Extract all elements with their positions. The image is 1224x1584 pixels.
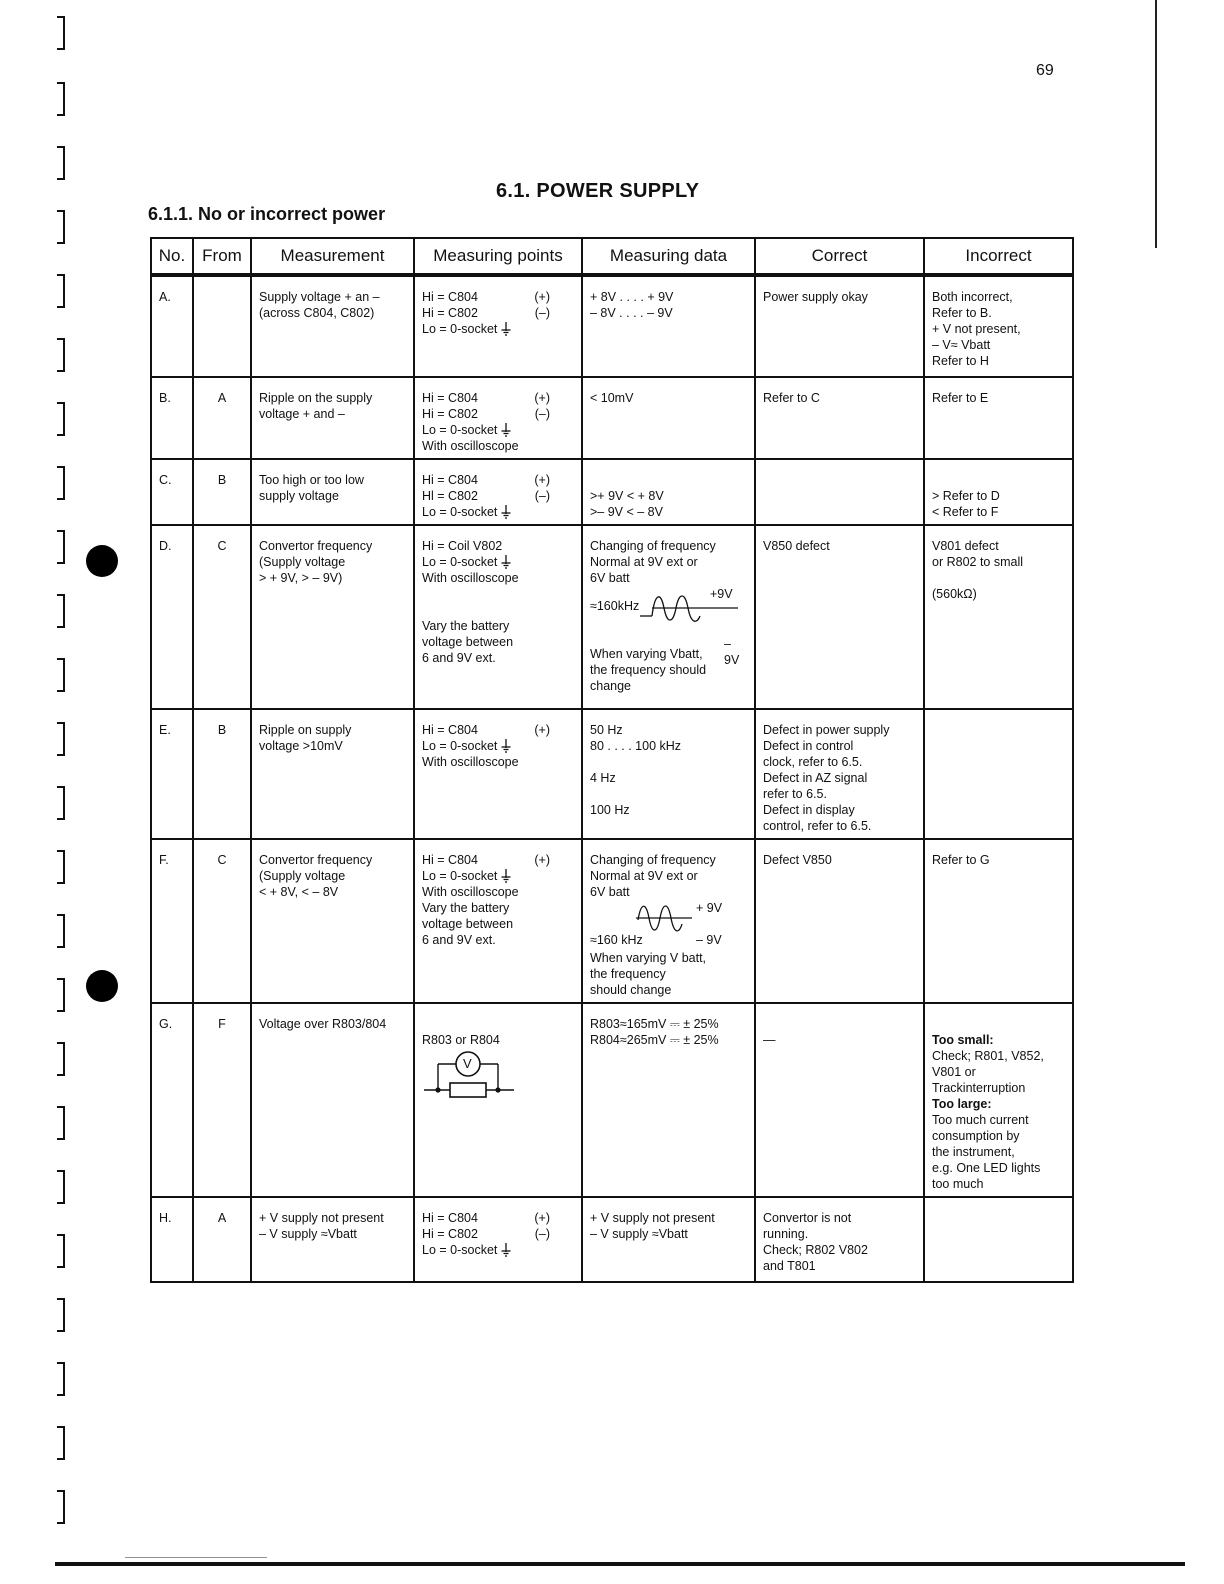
point-line [422, 504, 574, 520]
data-cell [582, 459, 755, 525]
point-note: Vary the battery [422, 901, 510, 915]
row-from: A [193, 1197, 251, 1282]
table-row [151, 1003, 1073, 1197]
row-no: D. [151, 525, 193, 709]
header-measuring-points: Measuring points [414, 238, 582, 275]
voltmeter-diagram [422, 1050, 522, 1106]
point-polarity: (+) [534, 853, 550, 867]
point-note: voltage between [422, 635, 514, 649]
row-no: C. [151, 459, 193, 525]
ground-icon [501, 739, 511, 753]
point-line [422, 321, 574, 337]
points-cell [414, 377, 582, 459]
measurement-line: < + 8V, < – 8V [259, 885, 339, 899]
table-header-row [151, 238, 1073, 275]
point-note: With oscilloscope [422, 439, 519, 453]
data-line: When varying Vbatt, [590, 647, 703, 661]
point-label: Hi = C804 [422, 473, 478, 487]
ground-icon [501, 1243, 511, 1257]
data-cell [582, 839, 755, 1003]
row-no: G. [151, 1003, 193, 1197]
table-row [151, 525, 1073, 709]
waveform [590, 900, 740, 950]
correct-line: Defect in AZ signal [763, 771, 868, 785]
point-line [422, 1210, 550, 1226]
measurement-cell [251, 275, 414, 377]
row-from: C [193, 839, 251, 1003]
point-polarity: (+) [534, 1211, 550, 1225]
incorrect-line: + V not present, [932, 322, 1021, 336]
correct-line: Convertor is not [763, 1211, 852, 1225]
measurement-line: – V supply ≈Vbatt [259, 1227, 357, 1241]
data-cell [582, 709, 755, 839]
point-label: Hi = C804 [422, 723, 478, 737]
correct-cell [755, 709, 924, 839]
data-line: Normal at 9V ext or [590, 869, 698, 883]
incorrect-heading: Too small: [932, 1033, 994, 1047]
binding-bracket [57, 658, 65, 692]
data-line: R803≈165mV ⎓ ± 25% [590, 1017, 719, 1031]
measurement-line: (across C804, C802) [259, 306, 375, 320]
point-line [422, 305, 550, 321]
points-cell [414, 709, 582, 839]
binding-bracket [57, 16, 65, 50]
point-line [422, 289, 550, 305]
header-incorrect: Incorrect [924, 238, 1073, 275]
data-line: + 8V . . . . + 9V [590, 290, 674, 304]
header-from: From [193, 238, 251, 275]
subsection-title: 6.1.1. No or incorrect power [148, 204, 386, 224]
incorrect-line: – V≈ Vbatt [932, 338, 991, 352]
row-no: A. [151, 275, 193, 377]
data-line: Normal at 9V ext or [590, 555, 698, 569]
incorrect-line: < Refer to F [932, 505, 999, 519]
waveform-negative-label: – 9V [724, 637, 740, 667]
data-cell [582, 377, 755, 459]
point-polarity: (+) [534, 391, 550, 405]
incorrect-line: Check; R801, V852, [932, 1049, 1044, 1063]
point-note: Vary the battery [422, 619, 510, 633]
table-row [151, 1197, 1073, 1282]
correct-line: — [763, 1033, 776, 1047]
measurement-line: voltage >10mV [259, 739, 343, 753]
section-title: 6.1. POWER SUPPLY [496, 180, 700, 202]
correct-cell [755, 525, 924, 709]
point-line [422, 1226, 550, 1242]
data-line: the frequency [590, 967, 666, 981]
data-line: >+ 9V < + 8V [590, 489, 664, 503]
point-polarity: (+) [534, 723, 550, 737]
data-line: 100 Hz [590, 803, 630, 817]
data-line: 4 Hz [590, 771, 616, 785]
measurement-line: Too high or too low [259, 473, 364, 487]
binding-bracket [57, 1426, 65, 1460]
correct-line: and T801 [763, 1259, 816, 1273]
correct-cell [755, 1003, 924, 1197]
correct-line: Defect V850 [763, 853, 832, 867]
binding-bracket [57, 1298, 65, 1332]
binding-bracket [57, 1234, 65, 1268]
binding-bracket [57, 786, 65, 820]
point-label: Hi = C804 [422, 290, 478, 304]
data-line: Changing of frequency [590, 539, 716, 553]
binding-bracket [57, 402, 65, 436]
point-line: Hi = Coil V802 [422, 539, 503, 553]
point-label: Hl = C802 [422, 489, 478, 503]
ground-icon [501, 869, 511, 883]
correct-cell [755, 275, 924, 377]
point-line [422, 472, 550, 488]
punch-hole [86, 545, 118, 577]
incorrect-heading: Too large: [932, 1097, 992, 1111]
point-line: R803 or R804 [422, 1033, 500, 1047]
header-correct: Correct [755, 238, 924, 275]
data-line: + V supply not present [590, 1211, 715, 1225]
point-label: Lo = 0-socket [422, 505, 498, 519]
table-row [151, 709, 1073, 839]
ground-icon [501, 505, 511, 519]
measurement-line: Convertor frequency [259, 539, 373, 553]
point-label: Hi = C802 [422, 1227, 478, 1241]
table-row [151, 377, 1073, 459]
binding-bracket [57, 722, 65, 756]
correct-cell [755, 839, 924, 1003]
footer-rule-blue [125, 1557, 267, 1558]
binding-bracket [57, 1170, 65, 1204]
incorrect-line: or R802 to small [932, 555, 1024, 569]
binding-bracket [57, 466, 65, 500]
data-line: – 8V . . . . – 9V [590, 306, 673, 320]
data-line: 6V batt [590, 885, 630, 899]
incorrect-line: Refer to B. [932, 306, 992, 320]
data-line: < 10mV [590, 391, 634, 405]
correct-line: refer to 6.5. [763, 787, 827, 801]
data-line: 50 Hz [590, 723, 623, 737]
binding-bracket [57, 146, 65, 180]
header-measuring-data: Measuring data [582, 238, 755, 275]
punch-hole [86, 970, 118, 1002]
measurement-line: Convertor frequency [259, 853, 373, 867]
data-cell [582, 275, 755, 377]
binding-bracket [57, 594, 65, 628]
page-edge-rule [1155, 0, 1157, 248]
correct-cell [755, 459, 924, 525]
table-row [151, 839, 1073, 1003]
incorrect-line: consumption by [932, 1129, 1020, 1143]
correct-line: Power supply okay [763, 290, 868, 304]
point-line [422, 554, 574, 570]
waveform-frequency: ≈160 kHz [590, 933, 643, 947]
data-line: 6V batt [590, 571, 630, 585]
voltmeter-symbol: V [463, 1056, 472, 1071]
incorrect-line: Trackinterruption [932, 1081, 1026, 1095]
incorrect-cell [924, 1197, 1073, 1282]
data-line: R804≈265mV ⎓ ± 25% [590, 1033, 719, 1047]
data-line: 80 . . . . 100 kHz [590, 739, 682, 753]
correct-cell [755, 377, 924, 459]
measurement-cell [251, 525, 414, 709]
data-line: – V supply ≈Vbatt [590, 1227, 688, 1241]
incorrect-cell [924, 525, 1073, 709]
binding-bracket [57, 274, 65, 308]
row-from: A [193, 377, 251, 459]
voltmeter-resistor-icon [422, 1050, 522, 1106]
binding-bracket [57, 1042, 65, 1076]
measurement-line: + V supply not present [259, 1211, 384, 1225]
incorrect-line: > Refer to D [932, 489, 1000, 503]
measurement-cell [251, 377, 414, 459]
diagnostic-table [150, 237, 1074, 1283]
point-note: With oscilloscope [422, 885, 519, 899]
correct-line: V850 defect [763, 539, 830, 553]
incorrect-cell [924, 275, 1073, 377]
measurement-line: Ripple on supply [259, 723, 352, 737]
page-number: 69 [1036, 62, 1054, 79]
data-line: change [590, 679, 632, 693]
data-line: >– 9V < – 8V [590, 505, 663, 519]
row-from: B [193, 709, 251, 839]
table-row [151, 275, 1073, 377]
correct-line: control, refer to 6.5. [763, 819, 872, 833]
sine-wave-icon [634, 900, 694, 936]
point-line [422, 488, 550, 504]
ground-icon [501, 423, 511, 437]
point-label: Hi = C804 [422, 391, 478, 405]
row-no: F. [151, 839, 193, 1003]
data-cell [582, 1003, 755, 1197]
binding-bracket [57, 338, 65, 372]
measurement-cell [251, 709, 414, 839]
correct-cell [755, 1197, 924, 1282]
point-label: Lo = 0-socket [422, 869, 498, 883]
waveform-positive-label: + 9V [696, 901, 723, 915]
point-polarity: (–) [534, 489, 550, 503]
incorrect-cell [924, 377, 1073, 459]
points-cell [414, 525, 582, 709]
incorrect-line: Refer to H [932, 354, 989, 368]
incorrect-cell [924, 459, 1073, 525]
incorrect-cell [924, 839, 1073, 1003]
correct-line: Refer to C [763, 391, 820, 405]
incorrect-line: the instrument, [932, 1145, 1015, 1159]
point-note: voltage between [422, 917, 514, 931]
row-no: B. [151, 377, 193, 459]
row-from: C [193, 525, 251, 709]
points-cell [414, 1003, 582, 1197]
footer-rule [55, 1562, 1185, 1566]
incorrect-line: V801 or [932, 1065, 976, 1079]
measurement-line: Supply voltage + an – [259, 290, 380, 304]
point-label: Lo = 0-socket [422, 322, 498, 336]
point-line [422, 868, 574, 884]
point-line: With oscilloscope [422, 571, 519, 585]
data-cell [582, 525, 755, 709]
correct-line: Check; R802 V802 [763, 1243, 868, 1257]
data-line: When varying V batt, [590, 951, 707, 965]
header-no: No. [151, 238, 193, 275]
binding-bracket [57, 1106, 65, 1140]
point-line [422, 406, 550, 422]
row-from: B [193, 459, 251, 525]
point-label: Lo = 0-socket [422, 1243, 498, 1257]
point-note: 6 and 9V ext. [422, 933, 496, 947]
point-line [422, 1242, 574, 1258]
incorrect-cell [924, 709, 1073, 839]
points-cell [414, 459, 582, 525]
point-polarity: (+) [534, 473, 550, 487]
row-from: F [193, 1003, 251, 1197]
row-from [193, 275, 251, 377]
point-note: 6 and 9V ext. [422, 651, 496, 665]
point-polarity: (–) [534, 306, 550, 320]
measurement-line: (Supply voltage [259, 869, 346, 883]
waveform-positive-label: +9V [710, 587, 733, 601]
point-line [422, 722, 550, 738]
incorrect-line: Refer to G [932, 853, 990, 867]
measurement-line: Ripple on the supply [259, 391, 373, 405]
header-measurement: Measurement [251, 238, 414, 275]
points-cell [414, 839, 582, 1003]
row-no: H. [151, 1197, 193, 1282]
measurement-line: (Supply voltage [259, 555, 346, 569]
table-row [151, 459, 1073, 525]
points-cell [414, 275, 582, 377]
ground-icon [501, 555, 511, 569]
binding-bracket [57, 1362, 65, 1396]
point-note: With oscilloscope [422, 755, 519, 769]
waveform-frequency: ≈160kHz [590, 599, 640, 613]
data-line: the frequency should [590, 663, 707, 677]
binding-bracket [57, 82, 65, 116]
binding-bracket [57, 850, 65, 884]
correct-line: Defect in control [763, 739, 854, 753]
measurement-line: > + 9V, > – 9V) [259, 571, 343, 585]
point-label: Hi = C804 [422, 1211, 478, 1225]
incorrect-line: too much [932, 1177, 984, 1191]
measurement-cell [251, 459, 414, 525]
point-polarity: (+) [534, 290, 550, 304]
point-label: Lo = 0-socket [422, 423, 498, 437]
point-polarity: (–) [534, 1227, 550, 1241]
correct-line: running. [763, 1227, 809, 1241]
incorrect-line: Too much current [932, 1113, 1029, 1127]
point-label: Lo = 0-socket [422, 739, 498, 753]
measurement-cell [251, 1003, 414, 1197]
ground-icon [501, 322, 511, 336]
row-no: E. [151, 709, 193, 839]
point-label: Hi = C802 [422, 407, 478, 421]
incorrect-cell [924, 1003, 1073, 1197]
correct-line: Defect in power supply [763, 723, 890, 737]
measurement-cell [251, 839, 414, 1003]
data-line: should change [590, 983, 672, 997]
correct-line: clock, refer to 6.5. [763, 755, 863, 769]
point-polarity: (–) [534, 407, 550, 421]
point-label: Hi = C804 [422, 853, 478, 867]
incorrect-line: Both incorrect, [932, 290, 1013, 304]
point-line [422, 852, 550, 868]
measurement-line: Voltage over R803/804 [259, 1017, 387, 1031]
point-line [422, 738, 574, 754]
measurement-cell [251, 1197, 414, 1282]
incorrect-line: Refer to E [932, 391, 989, 405]
measurement-line: voltage + and – [259, 407, 345, 421]
waveform-negative-label: – 9V [696, 933, 722, 947]
measurement-line: supply voltage [259, 489, 339, 503]
incorrect-line: V801 defect [932, 539, 999, 553]
points-cell [414, 1197, 582, 1282]
data-line: Changing of frequency [590, 853, 716, 867]
binding-bracket [57, 530, 65, 564]
point-line [422, 422, 574, 438]
point-label: Hi = C802 [422, 306, 478, 320]
point-label: Lo = 0-socket [422, 555, 498, 569]
correct-line: Defect in display [763, 803, 855, 817]
incorrect-note: (560kΩ) [932, 587, 977, 601]
binding-bracket [57, 978, 65, 1012]
binding-bracket [57, 1490, 65, 1524]
data-cell [582, 1197, 755, 1282]
incorrect-line: e.g. One LED lights [932, 1161, 1041, 1175]
binding-bracket [57, 210, 65, 244]
point-line [422, 390, 550, 406]
binding-bracket [57, 914, 65, 948]
